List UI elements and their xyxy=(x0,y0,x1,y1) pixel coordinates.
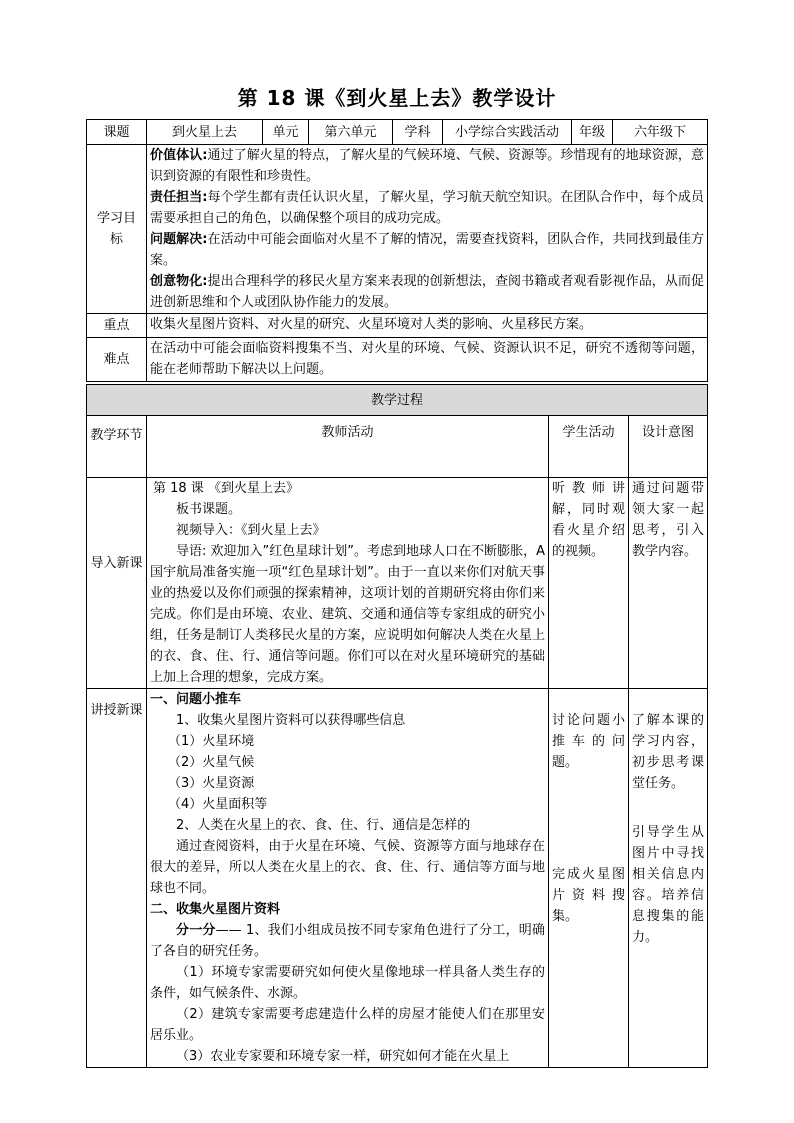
goal-item xyxy=(150,187,704,229)
key-label: 重点 xyxy=(87,314,147,338)
page-title: 第 18 课《到火星上去》教学设计 xyxy=(237,86,557,110)
question-1-item: （2）火星气候 xyxy=(168,755,255,770)
question-1-item: （4）火星面积等 xyxy=(168,797,268,812)
goal-head: 价值体认: xyxy=(150,148,208,163)
intro-teacher xyxy=(147,478,549,689)
design-intent-1: 了解本课的学习内容，初步思考课堂任务。 xyxy=(632,713,705,791)
subject-value: 小学综合实践活动 xyxy=(443,120,572,145)
section-title: 二、收集火星图片资料 xyxy=(150,902,281,917)
lesson-line: 第 18 课 《到火星上去》 xyxy=(153,481,299,496)
unit-value: 第六单元 xyxy=(309,120,393,145)
student-activity-1: 讨论问题小推车的问题。 xyxy=(552,713,625,770)
goal-text: 提出合理科学的移民火星方案来表现的创新想法，查阅书籍或者观看影视作品，从而促进创新思维和个人或团队协作能力的发展。 xyxy=(150,274,704,310)
goal-text: 通过了解火星的特点，了解火星的气候环境、气候、资源等。珍惜现有的地球资源，意识到资源的有限性和珍贵性。 xyxy=(150,148,704,184)
goals-label: 学习目标 xyxy=(87,145,147,314)
course-label: 课题 xyxy=(87,120,147,145)
role-item: （1）环境专家需要研究如何使火星像地球一样具备人类生存的条件，如气候条件、水源。 xyxy=(150,965,545,1001)
role-item: （3）农业专家要和环境专家一样，研究如何才能在火星上 xyxy=(176,1049,510,1064)
course-value: 到火星上去 xyxy=(147,120,263,145)
col-student-header: 学生活动 xyxy=(549,416,629,478)
teach-teacher xyxy=(147,689,549,1068)
difficult-text: 在活动中可能会面临资料搜集不当、对火星的环境、气候、资源认识不足，研究不透彻等问题，能在老师帮助下解决以上问题。 xyxy=(147,338,708,382)
division-text xyxy=(150,920,545,962)
student-activity-2: 完成火星图片资料搜集。 xyxy=(552,867,625,924)
unit-label: 单元 xyxy=(263,120,309,145)
role-item: （2）建筑专家需要考虑建造什么样的房屋才能使人们在那里安居乐业。 xyxy=(150,1007,545,1043)
video-line: 视频导入：《到火星上去》 xyxy=(176,523,326,538)
teach-student xyxy=(549,689,629,1068)
intro-student: 听教师讲解，同时观看火星介绍的视频。 xyxy=(549,478,629,689)
goal-item xyxy=(150,229,704,271)
intro-stage: 导入新课 xyxy=(87,478,147,689)
question-2: 2、人类在火星上的衣、食、住、行、通信是怎样的 xyxy=(176,818,471,833)
section-title: 一、问题小推车 xyxy=(150,692,242,707)
intro-intent: 通过问题带领大家一起思考，引入教学内容。 xyxy=(629,478,708,689)
col-stage-header: 教学环节 xyxy=(87,416,147,478)
goal-head: 责任担当: xyxy=(150,190,208,205)
goal-item xyxy=(150,145,704,187)
question-1-item: （3）火星资源 xyxy=(168,776,255,791)
teach-stage: 讲授新课 xyxy=(87,689,147,1068)
lead-text: 导语: 欢迎加入”红色星球计划”。考虑到地球人口在不断膨胀，A国宇航局准备实施一项“红色星球计划”。由于一直以来你们对航天事业的热爱以及你们顽强的探索精神，这项计划的首期研究将由你们来完成。你们是由环境、农业、建筑、交通和通信等专家组成的研究小组，任务是制订人类移民火星的方案，应说明如何解决人类在火星上的衣、食、住、行、通信等问题。你们可以在对火星环境研究的基础上加上合理的想象，完成方案。 xyxy=(150,544,545,685)
col-teacher-header: 教师活动 xyxy=(147,416,549,478)
teach-intent xyxy=(629,689,708,1068)
process-table xyxy=(86,384,708,1068)
grade-value: 六年级下 xyxy=(613,120,708,145)
question-2-text: 通过查阅资料，由于火星在环境、气候、资源等方面与地球存在很大的差异，所以人类在火星上的衣、食、住、行、通信等方面与地球也不同。 xyxy=(150,839,545,896)
division-head: 分一分 xyxy=(176,923,216,938)
subject-label: 学科 xyxy=(393,120,443,145)
goal-head: 问题解决: xyxy=(150,232,208,247)
design-intent-2: 引导学生从图片中寻找相关信息内容。培养信息搜集的能力。 xyxy=(632,825,705,945)
key-text: 收集火星图片资料、对火星的研究、火星环境对人类的影响、火星移民方案。 xyxy=(147,314,708,338)
question-1-item: （1）火星环境 xyxy=(168,734,255,749)
difficult-label: 难点 xyxy=(87,338,147,382)
goal-item xyxy=(150,271,704,313)
info-table xyxy=(86,119,708,382)
question-1: 1、收集火星图片资料可以获得哪些信息 xyxy=(176,713,406,728)
division-body: —— 1、我们小组成员按不同专家角色进行了分工，明确了各自的研究任务。 xyxy=(150,923,545,959)
goal-head: 创意物化: xyxy=(150,274,208,289)
board-line: 板书课题。 xyxy=(176,502,242,517)
grade-label: 年级 xyxy=(572,120,613,145)
goal-text: 每个学生都有责任认识火星，了解火星，学习航天航空知识。在团队合作中，每个成员需要承担自己的角色，以确保整个项目的成功完成。 xyxy=(150,190,704,226)
col-intent-header: 设计意图 xyxy=(629,416,708,478)
goal-text: 在活动中可能会面临对火星不了解的情况，需要查找资料，团队合作，共同找到最佳方案。 xyxy=(150,232,704,268)
process-header: 教学过程 xyxy=(87,385,708,416)
goals-content xyxy=(147,145,708,314)
